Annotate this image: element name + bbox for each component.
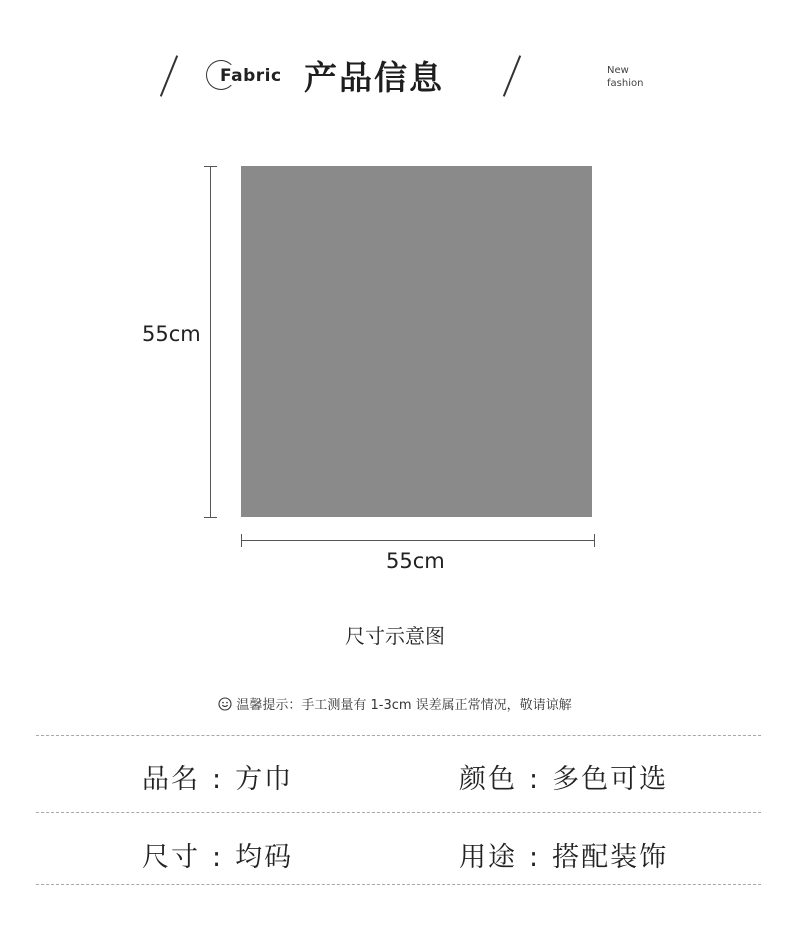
product-size-value: 均码 [235,842,294,873]
height-dimension-tick-bottom [204,517,217,518]
product-name-row [142,757,293,796]
product-color-value: 多色可选 [552,764,669,795]
height-label: 55cm [142,322,201,346]
height-dimension-tick-top [204,166,217,167]
diagram-caption: 尺寸示意图 [345,624,445,648]
product-size-label: 尺寸 [142,842,200,873]
product-use-value: 搭配装饰 [552,842,669,873]
tip-text: 温馨提示：手工测量有 1-3cm 误差属正常情况，敬请谅解 [236,698,572,713]
divider-middle [36,812,761,813]
product-color-colon: : [529,764,541,795]
divider-top [36,735,761,736]
new-fashion-line1: New [607,65,629,76]
new-fashion-tag [607,64,643,90]
measurement-tip [0,694,790,713]
product-color-label: 颜色 [459,764,517,795]
fabric-label: Fabric [220,66,282,86]
product-name-colon: : [212,764,224,795]
width-label: 55cm [386,549,445,573]
width-dimension-tick-left [241,534,242,547]
product-use-colon: : [529,842,541,873]
page-title: 产品信息 [304,58,444,97]
header-slash-left [160,55,178,97]
product-use-label: 用途 [459,842,517,873]
product-size-row [142,835,293,874]
product-color-row [459,757,668,796]
new-fashion-line2: fashion [607,78,644,89]
scarf-square [241,166,592,517]
fabric-badge [206,60,282,92]
smiley-icon [218,697,232,711]
product-name-label: 品名 [142,764,200,795]
product-use-row [459,835,668,874]
width-dimension-tick-right [594,534,595,547]
height-dimension-line [210,166,211,517]
divider-bottom [36,884,761,885]
width-dimension-line [241,540,594,541]
product-size-colon: : [212,842,224,873]
product-name-value: 方巾 [235,764,294,795]
header-slash-right [503,55,521,97]
